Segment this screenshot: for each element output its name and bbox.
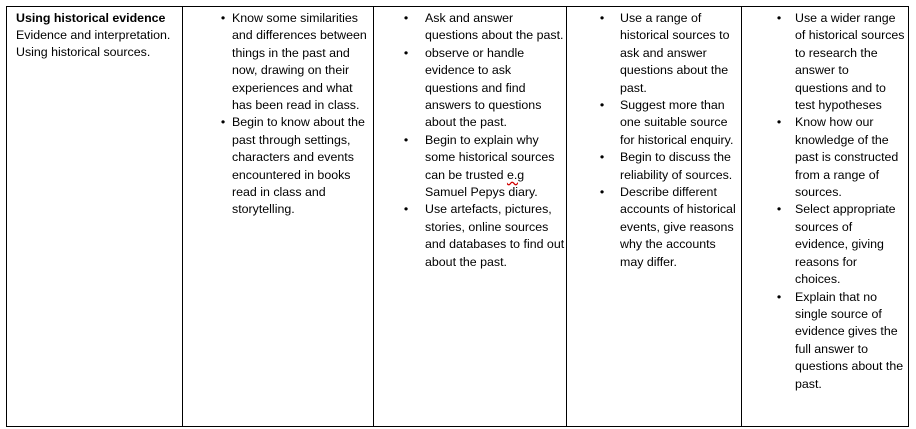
skill-cell xyxy=(7,7,183,426)
bullet-icon: • xyxy=(403,132,409,147)
list-item-text: observe or handle evidence to ask questions and find answers to questions about the past. xyxy=(425,45,542,130)
list-item xyxy=(403,45,565,132)
bullet-icon: • xyxy=(403,202,409,217)
list-item-text: Know some similarities and differences between things in the past and now, drawing on their experiences and what has been read in class. xyxy=(232,11,367,113)
list-item xyxy=(403,132,565,202)
list-item-text: Begin to explain why some historical sources can be trusted e.g Samuel Pepys diary. xyxy=(425,132,555,200)
list-item xyxy=(776,289,905,393)
list-item-text: Suggest more than one suitable source for historical enquiry. xyxy=(620,98,734,147)
stage-2-list xyxy=(403,10,565,271)
list-item xyxy=(599,149,738,184)
stage-4-cell xyxy=(742,7,908,426)
list-item xyxy=(599,10,738,97)
bullet-icon: • xyxy=(599,185,605,200)
list-item xyxy=(403,10,565,45)
spellcheck-flagged-word: e.g xyxy=(506,167,525,182)
skill-heading: Using historical evidence xyxy=(16,11,166,25)
list-item-text: Use a range of historical sources to ask and answer questions about the past. xyxy=(620,11,730,95)
stage-3-cell xyxy=(567,7,742,426)
list-item xyxy=(599,97,738,149)
list-item-text: Select appropriate sources of evidence, giving reasons for choices. xyxy=(795,202,896,287)
bullet-icon: • xyxy=(403,11,409,25)
bullet-icon: • xyxy=(599,11,605,25)
list-item-text: Know how our knowledge of the past is constructed from a range of sources. xyxy=(795,115,899,200)
bullet-icon: • xyxy=(776,202,782,217)
stage-4-list xyxy=(776,10,905,393)
list-item xyxy=(776,114,905,201)
list-item-text: Use a wider range of historical sources to research the answer to questions and to test hypotheses xyxy=(795,11,905,113)
stage-1-cell xyxy=(183,7,374,426)
list-item xyxy=(599,184,738,271)
bullet-icon: • xyxy=(776,289,782,304)
list-item xyxy=(776,10,905,114)
progression-table xyxy=(6,6,909,427)
stage-3-list xyxy=(599,10,738,271)
stage-2-cell xyxy=(374,7,567,426)
stage-1-list xyxy=(220,10,372,219)
list-item-text: Ask and answer questions about the past. xyxy=(425,11,564,43)
list-item-text: Explain that no single source of evidence gives the full answer to questions about the past. xyxy=(795,289,904,391)
bullet-icon: • xyxy=(599,150,605,165)
list-item xyxy=(776,201,905,288)
bullet-icon: • xyxy=(776,11,782,25)
bullet-icon: • xyxy=(220,115,226,130)
bullet-icon: • xyxy=(220,11,226,25)
list-item xyxy=(220,114,372,218)
skill-description: Evidence and interpretation. Using historical sources. xyxy=(16,28,171,60)
list-item-text: Describe different accounts of historical events, give reasons why the accounts may differ. xyxy=(620,185,736,269)
bullet-icon: • xyxy=(776,115,782,130)
list-item-text: Use artefacts, pictures, stories, online sources and databases to find out about the past. xyxy=(425,202,565,269)
bullet-icon: • xyxy=(599,98,605,113)
list-item-text: Begin to discuss the reliability of sources. xyxy=(620,150,733,182)
list-item-text: Begin to know about the past through settings, characters and events encountered in books read in class and storytelling. xyxy=(232,115,365,217)
bullet-icon: • xyxy=(403,45,409,60)
list-item xyxy=(403,201,565,271)
list-item xyxy=(220,10,372,114)
